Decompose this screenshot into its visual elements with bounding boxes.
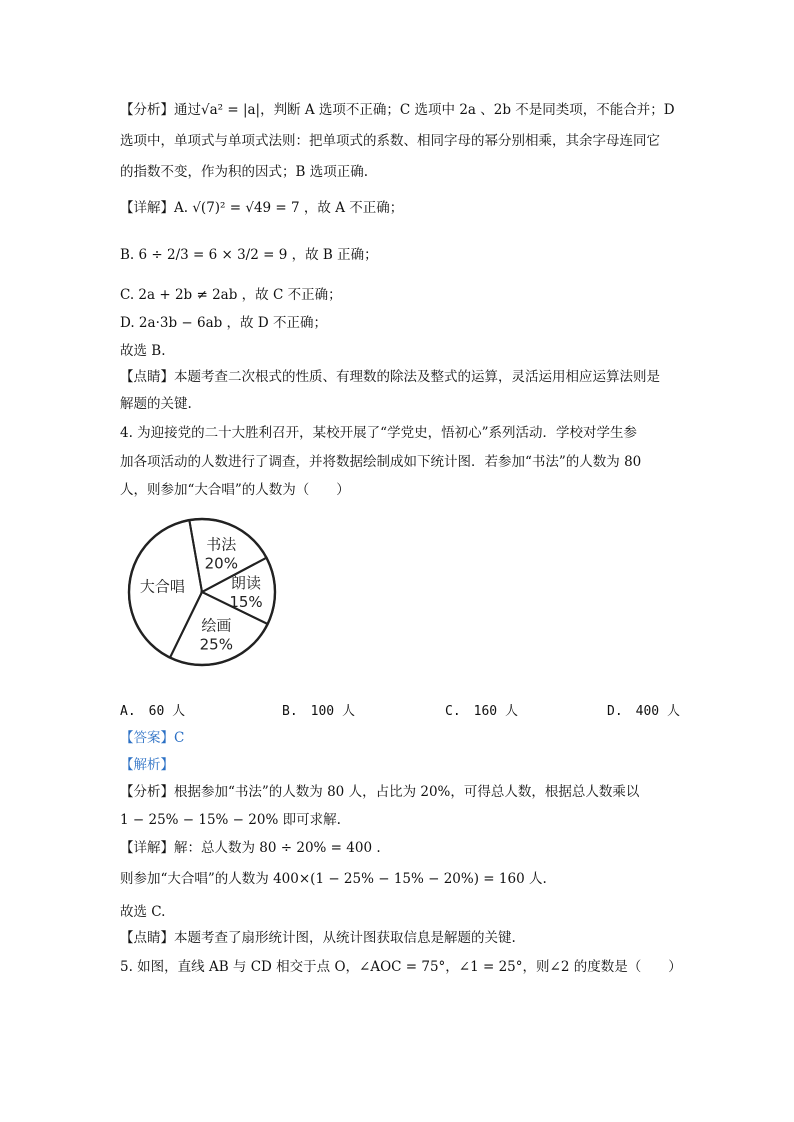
q3-comment-line2: 解题的关键. [120,396,192,412]
q4-answer: 【答案】C [120,730,185,746]
q3-choose: 故选 B. [120,343,166,359]
q4-stem-line2: 加各项活动的人数进行了调查，并将数据绘制成如下统计图．若参加“书法”的人数为 80 [120,454,642,470]
q4-comment: 【点睛】本题考查了扇形统计图，从统计图获取信息是解题的关键. [120,930,516,946]
q4-detail-line2: 则参加“大合唱”的人数为 400×(1 − 25% − 15% − 20%) = 160 人. [120,871,547,887]
q3-detail-b: B. 6 ÷ 2/3 = 6 × 3/2 = 9 ，故 B 正确； [120,247,378,263]
q4-stem-line1: 4. 为迎接党的二十大胜利召开，某校开展了“学党史，悟初心”系列活动．学校对学生参 [120,425,637,441]
q3-analysis-line3: 的指数不变，作为积的因式；B 选项正确. [120,164,369,180]
q3-comment-line1: 【点睛】本题考查二次根式的性质、有理数的除法及整式的运算，灵活运用相应运算法则是 [120,369,660,385]
pie-slice-label: 朗读 [230,574,262,593]
q3-analysis-line1: 【分析】通过√a² = |a|，判断 A 选项不正确；C 选项中 2a 、2b 不是同类项，不能合并；D [120,102,675,118]
q3-detail-d: D. 2a·3b − 6ab ，故 D 不正确； [120,315,327,331]
pie-slice-value: 20% [204,554,238,573]
pie-slice-value: 25% [199,635,233,654]
option-c[interactable]: C. 160 人 [445,704,518,719]
pie-slice-label: 绘画 [201,616,232,635]
pie-slice-label: 书法 [206,535,237,554]
q4-choose: 故选 C. [120,904,166,920]
q3-detail-a: 【详解】A. √(7)² = √49 = 7 ，故 A 不正确； [120,200,404,216]
q3-analysis-line2: 选项中，单项式与单项式法则：把单项式的系数、相同字母的幂分别相乘，其余字母连同它 [120,133,660,149]
option-a[interactable]: A. 60 人 [120,704,186,719]
q4-jiexi: 【解析】 [120,757,174,773]
q5-stem: 5. 如图，直线 AB 与 CD 相交于点 O，∠AOC = 75°，∠1 = 25°，则∠2 的度数是（ ） [120,959,682,975]
pie-slice-label: 大合唱 [139,577,185,596]
q4-analysis-line2: 1 − 25% − 15% − 20% 即可求解. [120,812,341,828]
pie-chart [122,512,282,672]
q3-detail-c: C. 2a + 2b ≠ 2ab ，故 C 不正确； [120,287,342,303]
option-b[interactable]: B. 100 人 [282,704,355,719]
pie-slice-value: 15% [229,593,263,612]
option-d[interactable]: D. 400 人 [607,704,680,719]
q4-analysis-line1: 【分析】根据参加“书法”的人数为 80 人，占比为 20%，可得总人数，根据总人数乘以 [120,784,640,800]
q4-options [120,700,680,722]
q4-detail-line1: 【详解】解：总人数为 80 ÷ 20% = 400 . [120,840,381,856]
q4-stem-line3: 人，则参加“大合唱”的人数为（ ） [120,482,350,498]
